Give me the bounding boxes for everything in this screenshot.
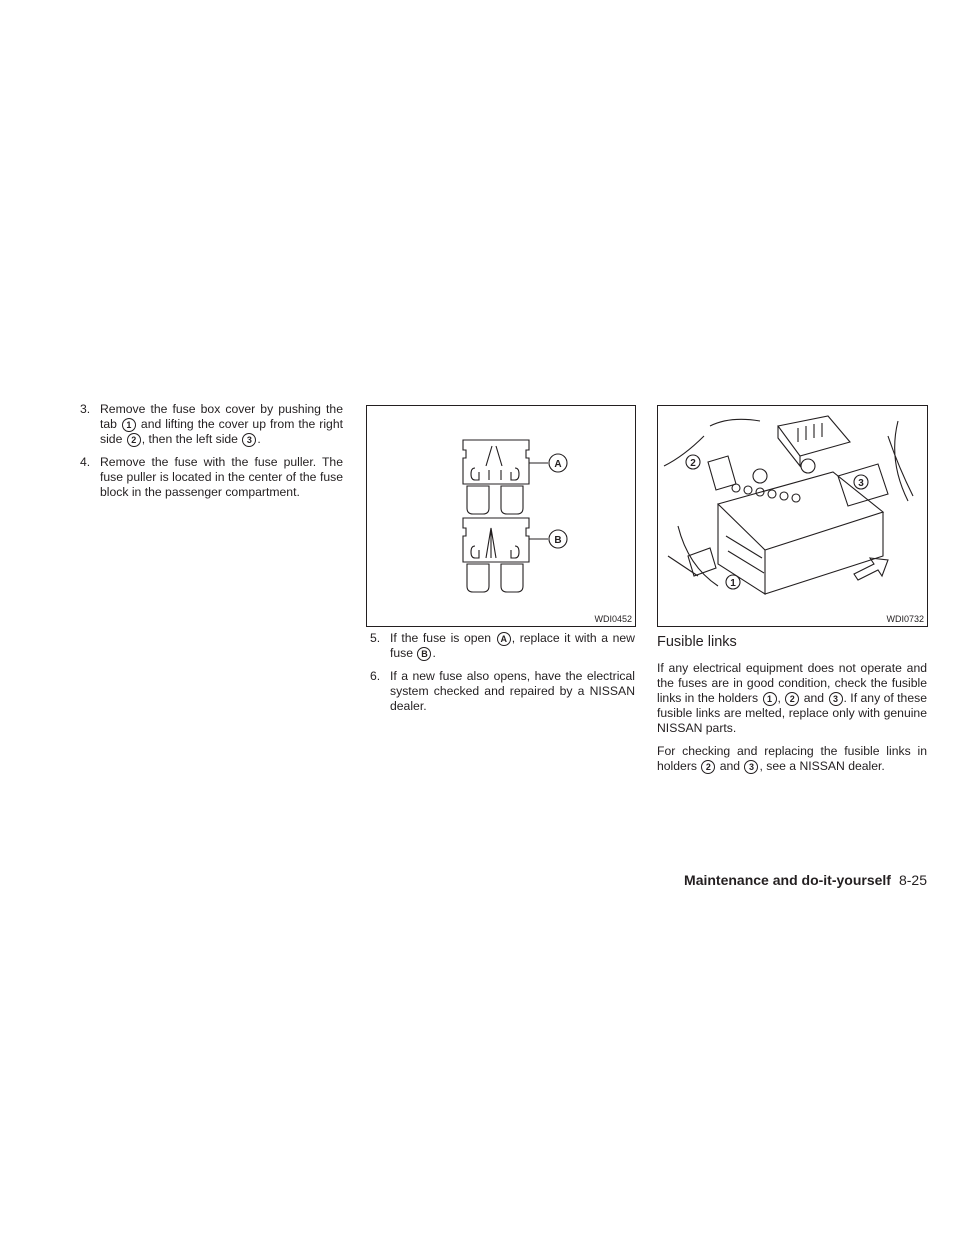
callout-1: 1	[122, 418, 136, 432]
step-number: 4.	[80, 455, 91, 469]
page-number: 8-25	[898, 872, 927, 888]
callout-2: 2	[701, 760, 715, 774]
fusible-link-illustration	[657, 405, 928, 627]
callout-1: 1	[763, 692, 777, 706]
callout-2: 2	[127, 433, 141, 447]
step-4	[80, 455, 343, 500]
step-5	[370, 631, 635, 661]
callout-2: 2	[785, 692, 799, 706]
callout-b: B	[417, 647, 431, 661]
step-text: Remove the fuse with the fuse puller. The fuse puller is located in the center of the fuse block in the passenger compartment.	[100, 455, 343, 499]
section-heading: Fusible links	[657, 634, 737, 650]
callout-3: 3	[744, 760, 758, 774]
step-text: Remove the fuse box cover by pushing the tab 1 and lifting the cover up from the right side 2 , then the left side 3 .	[100, 402, 343, 446]
callout-3: 3	[242, 433, 256, 447]
label-3: 3	[858, 478, 864, 489]
left-column	[80, 402, 343, 508]
label-b: B	[554, 535, 562, 546]
label-1: 1	[730, 578, 736, 589]
step-text: If the fuse is open A , replace it with a new fuse B .	[390, 631, 635, 660]
fuse-illustration	[366, 405, 636, 627]
page-footer	[600, 872, 927, 888]
right-column	[657, 633, 927, 782]
step-number: 3.	[80, 402, 91, 416]
paragraph: For checking and replacing the fusible links in holders 2 and 3 , see a NISSAN dealer.	[657, 744, 927, 773]
step-text: If a new fuse also opens, have the electrical system checked and repaired by a NISSAN dealer.	[390, 669, 635, 713]
step-number: 6.	[370, 669, 381, 683]
label-a: A	[554, 459, 562, 470]
step-6	[370, 669, 635, 714]
callout-3: 3	[829, 692, 843, 706]
battery-drawing	[658, 406, 927, 626]
paragraph: If any electrical equipment does not operate and the fuses are in good condition, check the fusible links in the holders 1 , 2 and 3 . If any of these fusible links are melted, replace only with genuine NISSAN parts.	[657, 661, 927, 735]
middle-column	[370, 631, 635, 722]
step-number: 5.	[370, 631, 381, 645]
step-3	[80, 402, 343, 447]
figure-code: WDI0452	[594, 614, 632, 624]
figure-code: WDI0732	[886, 614, 924, 624]
fuse-drawing	[367, 406, 635, 626]
callout-a: A	[497, 632, 511, 646]
label-2: 2	[690, 458, 696, 469]
section-title: Maintenance and do-it-yourself	[684, 872, 891, 888]
